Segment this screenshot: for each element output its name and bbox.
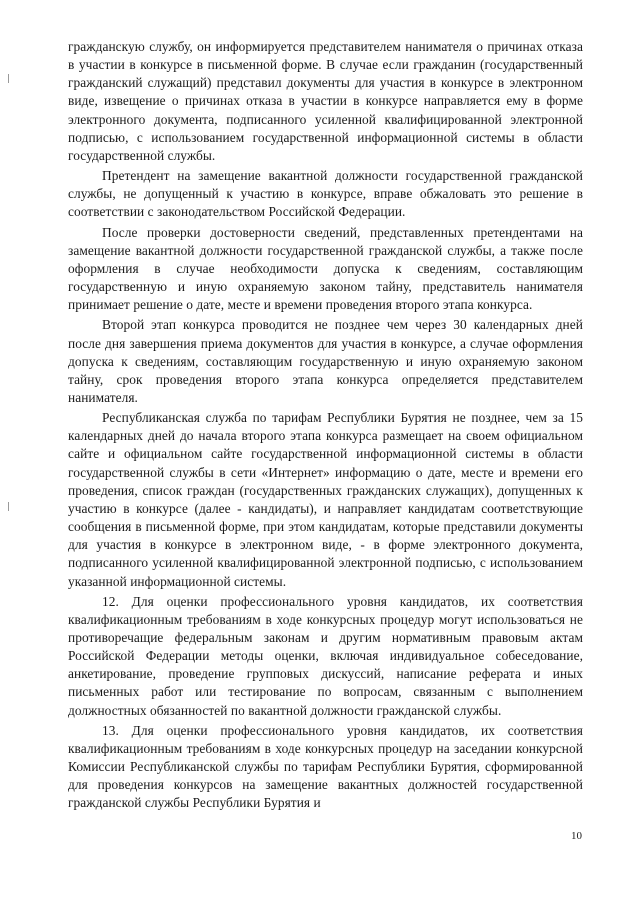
paragraph: Претендент на замещение вакантной должности государственной гражданской службы, не допущенный к участию в конкурсе, вправе обжаловать это решение в соответствии с законодательством Российской Федерации. <box>68 168 583 220</box>
document-body <box>68 38 583 815</box>
scan-margin-mark <box>8 502 9 511</box>
paragraph-item-12: 12. Для оценки профессионального уровня кандидатов, их соответствия квалификационным требованиям в ходе конкурсных процедур могут использоваться не противоречащие федеральным законам и другим нормативным правовым актам Российской Федерации методы оценки, включая индивидуальное собеседование, анкетирование, проведение групповых дискуссий, написание реферата и иных письменных работ или тестирование по вопросам, связанным с выполнением должностных обязанностей по вакантной должности гражданской службы. <box>68 593 583 718</box>
paragraph: Второй этап конкурса проводится не позднее чем через 30 календарных дней после дня завершения приема документов для участия в конкурсе, а случае оформления допуска к сведениям, составляющим государственную и иную охраняемую законом тайну, срок проведения второго этапа конкурса определяется представителем нанимателя. <box>68 317 583 405</box>
page-number: 10 <box>571 830 582 842</box>
scan-margin-mark <box>8 74 9 83</box>
paragraph: гражданскую службу, он информируется представителем нанимателя о причинах отказа в участии в конкурсе в письменной форме. В случае если гражданин (государственный гражданский служащий) представил документы для участия в конкурсе в электронном виде, извещение о причинах отказа в участии в конкурсе направляется ему в форме электронного документа, подписанного усиленной квалифицированной электронной подписью, с использованием государственной информационной системы в области государственной службы. <box>68 39 583 163</box>
paragraph-item-13: 13. Для оценки профессионального уровня кандидатов, их соответствия квалификационным требованиям в ходе конкурсных процедур на заседании конкурсной Комиссии Республиканской службы по тарифам Республики Бурятия, сформированной для проведения конкурсов на замещение вакантных должностей государственной гражданской службы Республики Бурятия и <box>68 722 583 811</box>
paragraph: Республиканская служба по тарифам Республики Бурятия не позднее, чем за 15 календарных дней до начала второго этапа конкурса размещает на своем официальном сайте и официальном сайте государственной информационной системы в области государственной службы в сети «Интернет» информацию о дате, месте и времени его проведения, список граждан (государственных гражданских служащих), допущенных к участию в конкурсе (далее - кандидаты), и направляет кандидатам соответствующие сообщения в письменной форме, при этом кандидатам, которые представили документы для участия в конкурсе в электронном виде, - в форме электронного документа, подписанного усиленной квалифицированной электронной подписью, с использованием указанной информационной системы. <box>68 410 583 589</box>
paragraph: После проверки достоверности сведений, представленных претендентами на замещение вакантной должности государственной гражданской службы, а также после оформления в случае необходимости допуска к сведениям, составляющим государственную и иную охраняемую законом тайну, представитель нанимателя принимает решение о дате, месте и времени проведения второго этапа конкурса. <box>68 224 583 313</box>
